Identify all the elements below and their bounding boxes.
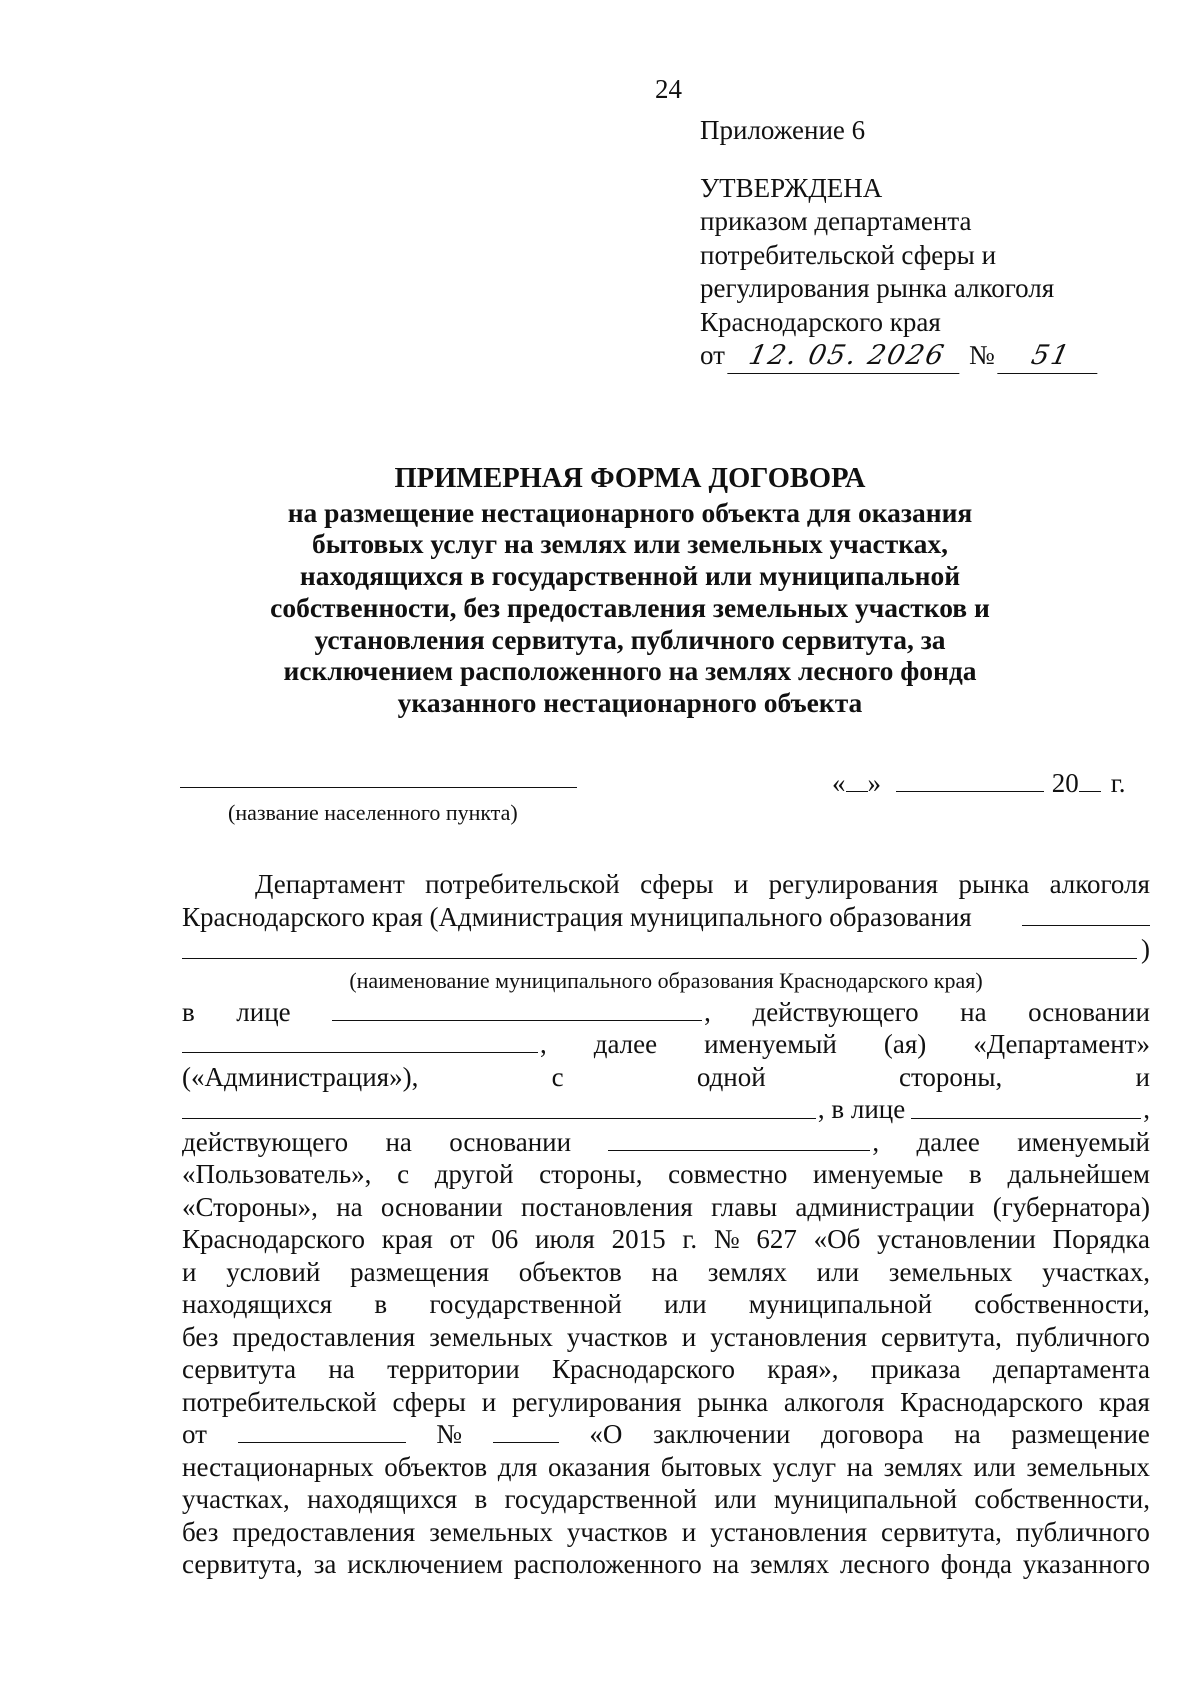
body-word: на — [651, 1256, 678, 1287]
body-word: регулирования — [511, 1386, 682, 1417]
body-line — [182, 1321, 1150, 1354]
municipality-blank-full — [182, 957, 1137, 959]
body-word: сферы — [392, 1386, 466, 1417]
title-line: на размещение нестационарного объекта для оказания — [287, 496, 973, 528]
user-basis-blank — [608, 1149, 870, 1151]
body-word: государственной — [429, 1289, 622, 1319]
body-line — [182, 1418, 1150, 1451]
page-number: 24 — [655, 74, 682, 104]
body-word: на — [336, 1191, 363, 1222]
body-word: бытовых — [660, 1451, 762, 1482]
body-word: собственности, — [974, 1484, 1150, 1514]
body-line — [182, 901, 1150, 934]
body-word: главы — [711, 1191, 778, 1222]
body-word: участков — [566, 1516, 668, 1547]
body-word: с — [397, 1159, 410, 1189]
place-name-blank — [180, 787, 577, 788]
title-line: исключением расположенного на землях лесного фонда — [283, 655, 977, 687]
body-word: края — [1098, 1386, 1150, 1417]
body-word: предоставления — [232, 1516, 416, 1547]
body-word: алкоголя — [1049, 869, 1150, 899]
title-main: ПРИМЕРНАЯ ФОРМА ДОГОВОРА — [394, 463, 866, 494]
order-date-number-row — [700, 339, 1101, 374]
body-line — [182, 1223, 1150, 1256]
body-line — [182, 1191, 1150, 1224]
w: именуемый — [1017, 1126, 1150, 1157]
body-word: муниципальной — [748, 1289, 933, 1319]
body-line — [182, 1061, 1150, 1094]
body-word: от — [449, 1224, 475, 1254]
handwritten-number: 51 — [997, 339, 1104, 374]
body-word: одной — [696, 1061, 766, 1092]
w: в — [182, 996, 195, 1027]
body-word: основании — [380, 1191, 503, 1222]
place-name-caption: (название населенного пункта) — [228, 800, 518, 825]
body-word: или — [664, 1289, 707, 1319]
body-word: в — [374, 1289, 388, 1319]
body-word: постановления — [520, 1191, 693, 1222]
w: «Департамент» — [973, 1029, 1150, 1059]
w: лице — [236, 996, 291, 1027]
order-number-blank — [493, 1441, 559, 1443]
day-blank — [846, 790, 868, 792]
body-word: потребительской — [182, 1386, 377, 1417]
body-word: алкоголя — [783, 1386, 885, 1417]
body-word: сервитута, — [881, 1321, 1002, 1352]
body-word: без — [182, 1516, 219, 1547]
document-title — [170, 463, 1090, 719]
body-word: земельных — [429, 1321, 553, 1352]
approval-line: Краснодарского края — [700, 306, 941, 337]
approval-stamp-block — [700, 114, 1101, 374]
body-word: «Об — [813, 1224, 861, 1254]
year-blank — [1079, 790, 1101, 792]
open-quote: « — [832, 768, 846, 798]
body-word: указанного — [1022, 1549, 1150, 1579]
body-word: Порядка — [1052, 1224, 1150, 1254]
body-line — [182, 1386, 1150, 1419]
municipality-caption: (наименование муниципального образования Краснодарского края) — [349, 967, 983, 993]
body-word: «Стороны», — [182, 1191, 318, 1222]
body-word: и — [733, 869, 749, 899]
w: основании — [449, 1126, 572, 1157]
body-word: установления — [710, 1321, 867, 1352]
body-word: земельных — [429, 1516, 553, 1547]
w: , — [704, 996, 711, 1027]
number-label: № — [968, 340, 995, 370]
w: на — [385, 1126, 412, 1157]
approved-label: УТВЕРЖДЕНА — [700, 172, 883, 203]
body-line — [182, 1093, 1150, 1126]
body-word: земельных — [1026, 1451, 1150, 1482]
body-word: размещения — [350, 1256, 490, 1287]
body-word: землях — [707, 1256, 787, 1287]
body-line — [182, 1353, 1150, 1386]
body-word: администрации — [795, 1191, 975, 1222]
body-word: расположенного — [513, 1549, 702, 1579]
w: размещение — [1011, 1419, 1150, 1449]
body-word: объектов — [518, 1256, 622, 1287]
body-word: 627 — [756, 1224, 797, 1254]
w: № — [436, 1419, 463, 1449]
body-word: оказания — [547, 1451, 651, 1482]
body-word: собственности, — [974, 1289, 1150, 1319]
body-word: участков — [566, 1321, 668, 1352]
w: на — [954, 1419, 981, 1449]
w: , — [872, 1126, 880, 1157]
w: , в лице — [817, 1094, 906, 1124]
w: заключении — [653, 1419, 791, 1449]
body-word: № — [713, 1224, 740, 1254]
body-word: регулирования — [768, 869, 939, 899]
representative-blank — [332, 1019, 702, 1021]
w: , — [1143, 1094, 1150, 1124]
body-word: публичного — [1015, 1321, 1150, 1352]
body-word: государственной — [504, 1484, 697, 1514]
body-word: Краснодарского — [182, 1224, 366, 1254]
body-word: с — [551, 1061, 564, 1092]
body-word: совместно — [668, 1159, 788, 1189]
w: действующего — [752, 996, 919, 1027]
body-word: рынка — [697, 1386, 769, 1417]
month-blank — [896, 790, 1044, 792]
body-word: другой — [434, 1159, 514, 1189]
body-word: участках, — [182, 1484, 290, 1514]
contract-body — [182, 868, 1150, 1581]
body-word: на — [846, 1451, 874, 1482]
title-line: установления сервитута, публичного сервитута, за — [314, 623, 946, 655]
body-word: в — [969, 1159, 982, 1189]
body-word: и — [681, 1321, 697, 1352]
body-word: края», — [767, 1354, 839, 1384]
body-line — [182, 1288, 1150, 1321]
w: на — [960, 996, 987, 1027]
body-word: г. — [682, 1224, 698, 1254]
body-word: исключением — [347, 1549, 503, 1579]
w: , — [540, 1029, 547, 1059]
title-line: находящихся в государственной или муниципальной — [299, 560, 961, 592]
body-word: землях — [883, 1451, 963, 1482]
body-word: и — [1135, 1061, 1150, 1092]
body-word: 2015 — [611, 1224, 666, 1254]
close-paren: ) — [1141, 934, 1150, 964]
body-line — [182, 1028, 1150, 1061]
w: именуемый — [704, 1029, 837, 1059]
w: далее — [916, 1126, 980, 1157]
user-name-blank — [182, 1117, 816, 1119]
body-word: именуемые — [813, 1159, 944, 1189]
body-word: установления — [710, 1516, 867, 1547]
body-word: территории — [387, 1354, 520, 1384]
municipality-blank — [1022, 924, 1150, 926]
body-word: находящихся — [182, 1289, 333, 1319]
body-line — [182, 1158, 1150, 1191]
year-suffix: г. — [1110, 768, 1126, 798]
body-word: землях — [749, 1549, 830, 1579]
from-label: от — [700, 340, 725, 370]
body-word: объектов — [384, 1451, 488, 1482]
body-word: установлении — [877, 1224, 1036, 1254]
body-word: публичного — [1015, 1516, 1150, 1547]
handwritten-date: 12. 05. 2026 — [727, 339, 966, 374]
body-word: («Администрация»), — [182, 1061, 419, 1092]
approval-line: приказом департамента — [700, 206, 972, 236]
approval-line: регулирования рынка алкоголя — [700, 273, 1055, 303]
body-word: услуг — [772, 1451, 837, 1482]
body-word: на — [712, 1549, 740, 1579]
body-word: находящихся — [307, 1484, 458, 1514]
title-line: указанного нестационарного объекта — [397, 686, 863, 718]
contract-date-template — [832, 768, 1126, 799]
body-word: и — [481, 1386, 497, 1417]
body-text-segment: Краснодарского края (Администрация муниципального образования — [182, 901, 972, 932]
body-word: за — [313, 1549, 337, 1579]
body-word: Краснодарского — [551, 1354, 735, 1384]
body-line — [182, 1126, 1150, 1159]
year-prefix: 20 — [1051, 768, 1079, 798]
body-word: и — [681, 1516, 697, 1547]
body-word: на — [328, 1354, 355, 1384]
body-word: и — [182, 1256, 197, 1287]
body-word: края — [381, 1224, 433, 1254]
body-word: сервитута, — [881, 1516, 1002, 1547]
body-word: муниципальной — [773, 1484, 958, 1514]
approval-line: потребительской сферы и — [700, 239, 997, 270]
body-word: «Пользователь», — [182, 1159, 372, 1189]
body-word: или — [973, 1451, 1016, 1482]
body-word: сферы — [640, 869, 714, 899]
body-line — [182, 1516, 1150, 1549]
user-representative-blank — [911, 1117, 1141, 1119]
w: (ая) — [883, 1029, 927, 1059]
body-word: сервитута — [182, 1354, 297, 1384]
w: основании — [1028, 996, 1150, 1027]
close-quote: » — [867, 768, 881, 798]
body-word: Краснодарского — [900, 1386, 1084, 1417]
body-word: потребительской — [425, 869, 620, 899]
body-word: стороны, — [898, 1061, 1003, 1092]
body-word: июля — [535, 1224, 595, 1254]
body-word: (губернатора) — [992, 1191, 1150, 1222]
body-word: земельных — [888, 1256, 1013, 1287]
body-word: для — [497, 1451, 538, 1482]
w: действующего — [182, 1126, 349, 1157]
body-word: или — [714, 1484, 757, 1514]
appendix-label: Приложение 6 — [700, 115, 866, 145]
body-word: фонда — [940, 1549, 1012, 1579]
w: далее — [593, 1029, 658, 1059]
basis-blank — [182, 1051, 538, 1053]
body-word: приказа — [870, 1354, 961, 1384]
body-word: лесного — [839, 1549, 930, 1579]
w: «О — [589, 1419, 623, 1449]
body-line — [182, 1548, 1150, 1581]
body-line — [182, 1483, 1150, 1516]
body-word: в — [474, 1484, 488, 1514]
title-line: собственности, без предоставления земельных участков и — [270, 591, 990, 623]
order-date-blank — [238, 1441, 406, 1443]
body-word: департамента — [992, 1354, 1150, 1384]
body-word: Департамент — [255, 869, 405, 899]
body-line — [182, 996, 1150, 1029]
body-word: 06 — [491, 1224, 519, 1254]
body-word: рынка — [958, 869, 1030, 899]
body-word: без — [182, 1321, 219, 1352]
body-word: участках, — [1042, 1256, 1150, 1287]
body-word: или — [816, 1256, 860, 1287]
body-word: стороны, — [539, 1159, 643, 1189]
body-line — [182, 1451, 1150, 1484]
body-word: условий — [226, 1256, 321, 1287]
body-line — [182, 933, 1150, 966]
body-word: сервитута, — [182, 1549, 303, 1579]
title-line: бытовых услуг на землях или земельных участках, — [311, 528, 949, 560]
body-line — [182, 1256, 1150, 1289]
w: от — [182, 1419, 207, 1449]
body-word: предоставления — [232, 1321, 416, 1352]
w: договора — [820, 1419, 924, 1449]
body-line — [182, 868, 1150, 901]
body-word: дальнейшем — [1007, 1159, 1150, 1189]
body-word: нестационарных — [182, 1451, 374, 1482]
